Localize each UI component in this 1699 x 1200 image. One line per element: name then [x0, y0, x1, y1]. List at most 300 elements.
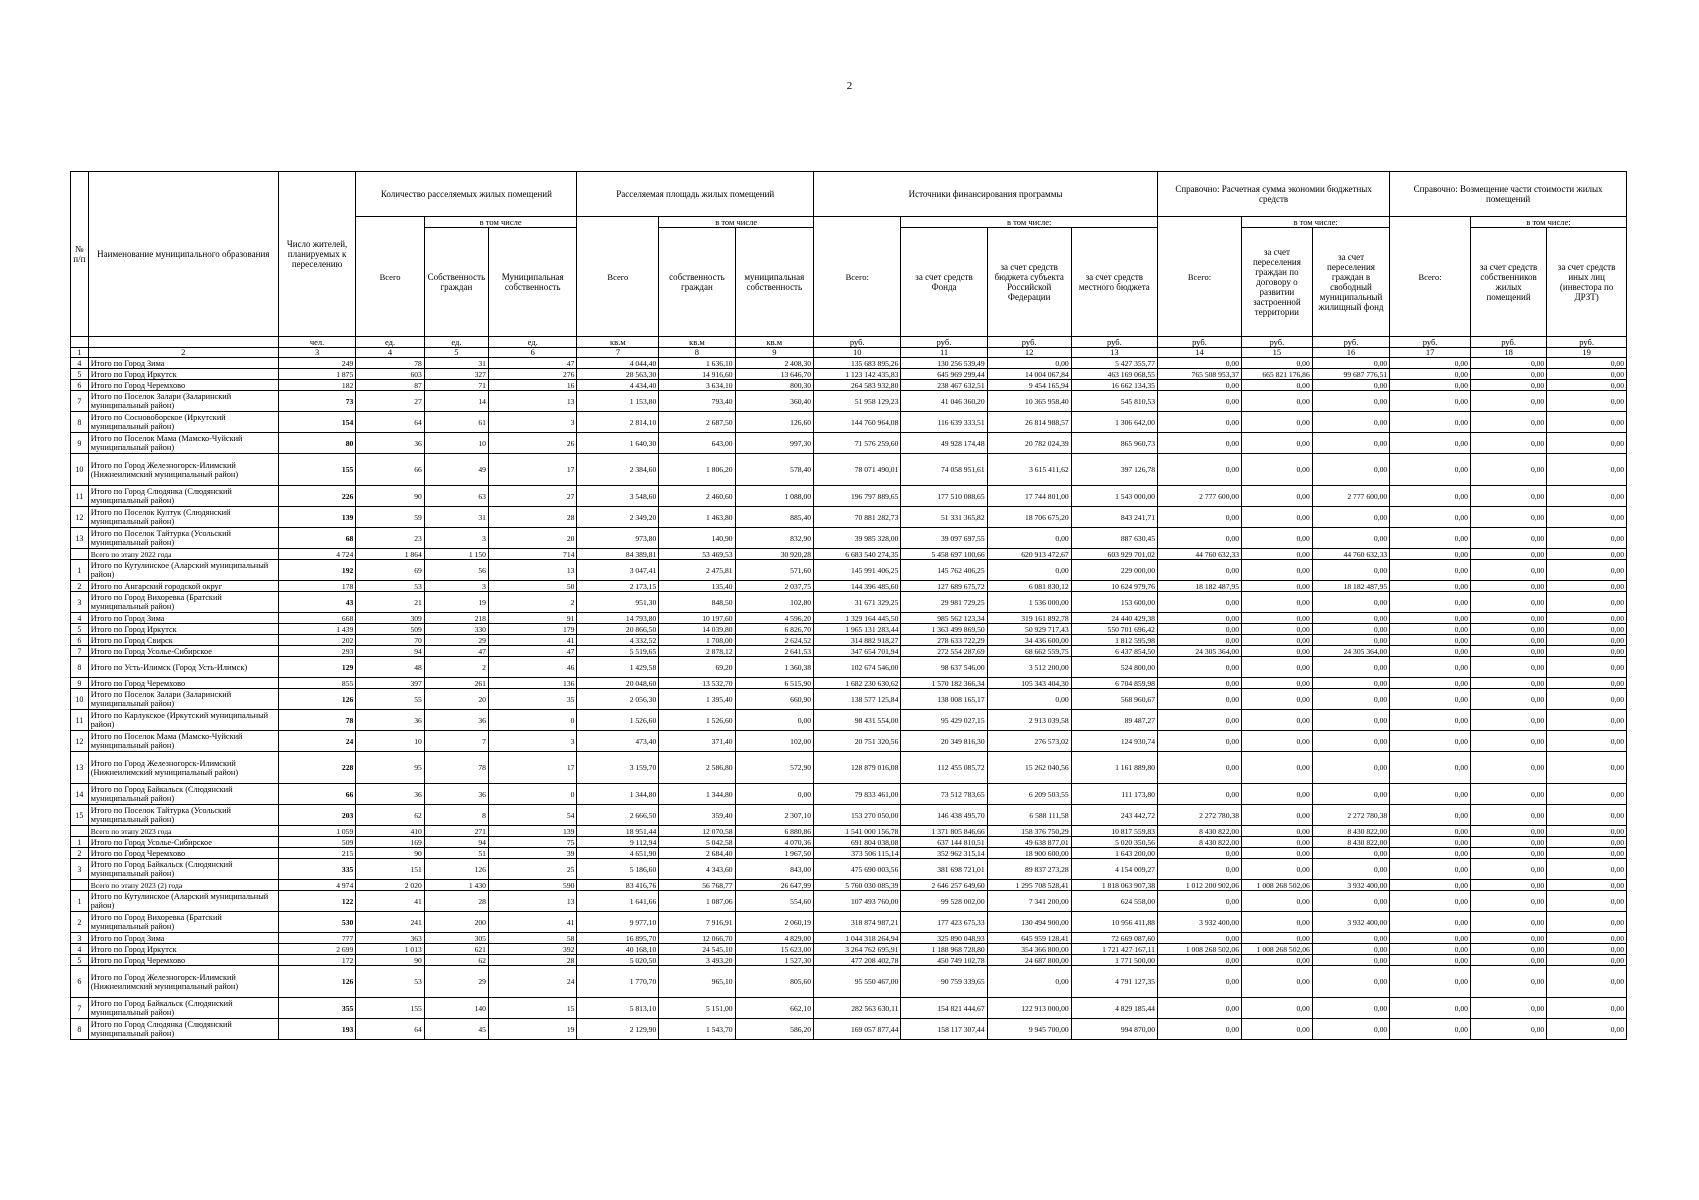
value-cell: 0,00: [1242, 710, 1313, 731]
value-cell: 0,00: [1390, 454, 1471, 486]
column-number-cell: 2: [88, 348, 278, 358]
value-cell: 9 454 165,94: [987, 380, 1071, 391]
value-cell: 0,00: [1312, 560, 1389, 581]
value-cell: 330: [424, 624, 488, 635]
value-cell: 28: [488, 507, 576, 528]
value-cell: 2 666,50: [577, 805, 659, 826]
row-number-cell: 2: [71, 912, 89, 933]
value-cell: 30 920,28: [735, 549, 814, 560]
value-cell: 0,00: [1157, 1019, 1241, 1040]
value-cell: 0,00: [1312, 528, 1389, 549]
unit-cell: кв.м: [577, 337, 659, 348]
value-cell: 177 510 088,65: [901, 486, 987, 507]
value-cell: 0,00: [1390, 880, 1471, 891]
value-cell: 0,00: [1390, 391, 1471, 412]
value-cell: 129: [278, 657, 355, 678]
value-cell: 4 044,40: [577, 358, 659, 369]
table-body: [71, 358, 1627, 1040]
owners-header: за счет средств собственников жилых помещений: [1470, 228, 1546, 337]
value-cell: 805,60: [735, 966, 814, 998]
value-cell: 0,00: [1547, 955, 1627, 966]
municipality-name-cell: Итого по Город Зима: [88, 933, 278, 944]
value-cell: 200: [424, 912, 488, 933]
value-cell: 2 408,30: [735, 358, 814, 369]
value-cell: 0,00: [1242, 549, 1313, 560]
value-cell: 14: [424, 391, 488, 412]
value-cell: 21: [356, 592, 425, 613]
value-cell: 887 630,45: [1071, 528, 1157, 549]
value-cell: 39: [488, 848, 576, 859]
value-cell: 243 442,72: [1071, 805, 1157, 826]
value-cell: 586,20: [735, 1019, 814, 1040]
savings-total-header: Всего:: [1157, 217, 1241, 337]
value-cell: 0,00: [1470, 581, 1546, 592]
value-cell: 47: [488, 358, 576, 369]
value-cell: 126,60: [735, 412, 814, 433]
value-cell: 35: [488, 689, 576, 710]
value-cell: 355: [278, 998, 355, 1019]
row-number-cell: 7: [71, 391, 89, 412]
table-row: [71, 581, 1627, 592]
value-cell: 2 684,40: [659, 848, 735, 859]
value-cell: 29 981 729,25: [901, 592, 987, 613]
value-cell: 0,00: [1312, 731, 1389, 752]
value-cell: 0,00: [1390, 731, 1471, 752]
value-cell: 66: [278, 784, 355, 805]
table-row: [71, 891, 1627, 912]
value-cell: 0,00: [1157, 412, 1241, 433]
value-cell: 62: [424, 955, 488, 966]
value-cell: 228: [278, 752, 355, 784]
value-cell: 20: [424, 689, 488, 710]
value-cell: 0,00: [1470, 613, 1546, 624]
value-cell: 69,20: [659, 657, 735, 678]
value-cell: 0,00: [1157, 998, 1241, 1019]
value-cell: 0,00: [1242, 1019, 1313, 1040]
stage-total-row: [71, 880, 1627, 891]
value-cell: 994 870,00: [1071, 1019, 1157, 1040]
value-cell: 1 088,00: [735, 486, 814, 507]
value-cell: 146 438 495,70: [901, 805, 987, 826]
value-cell: 572,90: [735, 752, 814, 784]
value-cell: 128 879 016,08: [814, 752, 901, 784]
value-cell: 848,50: [659, 592, 735, 613]
row-number-cell: 4: [71, 358, 89, 369]
value-cell: 0,00: [1390, 369, 1471, 380]
value-cell: 1 770,70: [577, 966, 659, 998]
value-cell: 36: [356, 710, 425, 731]
value-cell: 73 512 783,65: [901, 784, 987, 805]
value-cell: 13 646,70: [735, 369, 814, 380]
value-cell: 135,40: [659, 581, 735, 592]
value-cell: 0,00: [1390, 933, 1471, 944]
value-cell: 12 070,58: [659, 826, 735, 837]
value-cell: 1 439: [278, 624, 355, 635]
municipality-name-cell: Итого по Город Байкальск (Слюдянский муниципальный район): [88, 998, 278, 1019]
value-cell: 0,00: [1242, 412, 1313, 433]
value-cell: 0,00: [1242, 635, 1313, 646]
value-cell: 0,00: [1157, 507, 1241, 528]
value-cell: 1 536 000,00: [987, 592, 1071, 613]
table-row: [71, 369, 1627, 380]
value-cell: 48: [356, 657, 425, 678]
value-cell: 0,00: [1470, 412, 1546, 433]
value-cell: 0,00: [1242, 752, 1313, 784]
value-cell: 0,00: [735, 710, 814, 731]
value-cell: 271: [424, 826, 488, 837]
row-number-cell: 9: [71, 678, 89, 689]
value-cell: 44 760 632,33: [1157, 549, 1241, 560]
value-cell: 2 384,60: [577, 454, 659, 486]
value-cell: 15 262 040,56: [987, 752, 1071, 784]
value-cell: 0,00: [1470, 507, 1546, 528]
value-cell: 2 699: [278, 944, 355, 955]
value-cell: 182: [278, 380, 355, 391]
value-cell: 1 344,80: [659, 784, 735, 805]
value-cell: 0,00: [1390, 1019, 1471, 1040]
value-cell: 0,00: [1157, 624, 1241, 635]
value-cell: 554,60: [735, 891, 814, 912]
value-cell: 8 430 822,00: [1157, 837, 1241, 848]
municipality-name-cell: Итого по Город Иркутск: [88, 369, 278, 380]
value-cell: 218: [424, 613, 488, 624]
value-cell: 2 460,60: [659, 486, 735, 507]
value-cell: 55: [356, 689, 425, 710]
stage-total-row: [71, 826, 1627, 837]
group-rooms-header: Количество расселяемых жилых помещений: [356, 172, 577, 217]
value-cell: 24 545,10: [659, 944, 735, 955]
value-cell: 0,00: [1157, 454, 1241, 486]
value-cell: 1 059: [278, 826, 355, 837]
value-cell: 24 440 429,38: [1071, 613, 1157, 624]
unit-cell: руб.: [814, 337, 901, 348]
value-cell: 59: [356, 507, 425, 528]
value-cell: 3 548,60: [577, 486, 659, 507]
value-cell: 0,00: [1390, 784, 1471, 805]
value-cell: 39 097 697,55: [901, 528, 987, 549]
investors-header: за счет средств иных лиц (инвестора по ДРЗТ): [1547, 228, 1627, 337]
value-cell: 0,00: [1242, 731, 1313, 752]
value-cell: 0,00: [1242, 805, 1313, 826]
column-number-cell: 9: [735, 348, 814, 358]
value-cell: 36: [424, 710, 488, 731]
value-cell: 6 588 111,58: [987, 805, 1071, 826]
value-cell: 0,00: [1547, 486, 1627, 507]
value-cell: 41 046 360,20: [901, 391, 987, 412]
value-cell: 0,00: [1312, 613, 1389, 624]
value-cell: 1 153,80: [577, 391, 659, 412]
value-cell: 70 881 282,73: [814, 507, 901, 528]
value-cell: 122: [278, 891, 355, 912]
value-cell: 1 708,00: [659, 635, 735, 646]
value-cell: 0,00: [1242, 433, 1313, 454]
value-cell: 20 782 024,39: [987, 433, 1071, 454]
value-cell: 153 270 050,00: [814, 805, 901, 826]
column-number-cell: 15: [1242, 348, 1313, 358]
row-number-cell: 13: [71, 752, 89, 784]
value-cell: 49: [424, 454, 488, 486]
value-cell: 1 008 268 502,06: [1157, 944, 1241, 955]
column-number-cell: 19: [1547, 348, 1627, 358]
value-cell: 1 864: [356, 549, 425, 560]
value-cell: 885,40: [735, 507, 814, 528]
value-cell: 138 577 125,84: [814, 689, 901, 710]
value-cell: 0,00: [1547, 859, 1627, 880]
value-cell: 0,00: [1157, 635, 1241, 646]
value-cell: 7 341 200,00: [987, 891, 1071, 912]
value-cell: 2: [424, 657, 488, 678]
value-cell: 0,00: [1470, 731, 1546, 752]
table-row: [71, 486, 1627, 507]
value-cell: 18 900 600,00: [987, 848, 1071, 859]
value-cell: 0,00: [1242, 528, 1313, 549]
value-cell: 0,00: [1312, 689, 1389, 710]
value-cell: 16 662 134,35: [1071, 380, 1157, 391]
resettlement-table: [70, 171, 1627, 1040]
value-cell: 1 008 268 502,06: [1242, 880, 1313, 891]
row-number-cell: 6: [71, 380, 89, 391]
value-cell: 843 241,71: [1071, 507, 1157, 528]
value-cell: 0,00: [1242, 848, 1313, 859]
value-cell: 2 646 257 649,60: [901, 880, 987, 891]
value-cell: 668: [278, 613, 355, 624]
value-cell: 0,00: [1312, 784, 1389, 805]
value-cell: 15 623,00: [735, 944, 814, 955]
table-row: [71, 805, 1627, 826]
value-cell: 0,00: [1157, 710, 1241, 731]
value-cell: 0,00: [1157, 528, 1241, 549]
value-cell: 1 543,70: [659, 1019, 735, 1040]
value-cell: 177 423 675,33: [901, 912, 987, 933]
value-cell: 124 930,74: [1071, 731, 1157, 752]
value-cell: 0,00: [1547, 752, 1627, 784]
value-cell: 0,00: [1547, 412, 1627, 433]
value-cell: 0,00: [1242, 380, 1313, 391]
value-cell: 68 662 559,75: [987, 646, 1071, 657]
funding-incl-header: в том числе:: [901, 217, 1158, 228]
value-cell: 0,00: [1312, 752, 1389, 784]
column-number-cell: 16: [1312, 348, 1389, 358]
value-cell: 4 596,20: [735, 613, 814, 624]
value-cell: 9 112,94: [577, 837, 659, 848]
municipality-name-cell: Всего по этапу 2022 года: [88, 549, 278, 560]
table-row: [71, 859, 1627, 880]
value-cell: 0,00: [1242, 592, 1313, 613]
value-cell: 0,00: [1390, 826, 1471, 837]
value-cell: 145 991 406,25: [814, 560, 901, 581]
value-cell: 90: [356, 955, 425, 966]
value-cell: 0,00: [1390, 657, 1471, 678]
table-row: [71, 837, 1627, 848]
value-cell: 0,00: [1157, 752, 1241, 784]
value-cell: 0,00: [1470, 678, 1546, 689]
municipality-name-cell: Итого по Город Свирск: [88, 635, 278, 646]
value-cell: 0,00: [1242, 560, 1313, 581]
value-cell: 75: [488, 837, 576, 848]
value-cell: 1 812 595,98: [1071, 635, 1157, 646]
row-number-cell: 4: [71, 613, 89, 624]
value-cell: 16 895,70: [577, 933, 659, 944]
municipality-name-cell: Итого по Город Слюдянка (Слюдянский муниципальный район): [88, 1019, 278, 1040]
value-cell: 0,00: [1547, 826, 1627, 837]
group-funding-header: Источники финансирования программы: [814, 172, 1158, 217]
value-cell: 1 008 268 502,06: [1242, 944, 1313, 955]
row-number-cell: [71, 826, 89, 837]
value-cell: 524 800,00: [1071, 657, 1157, 678]
row-number-cell: 6: [71, 966, 89, 998]
value-cell: 5 186,60: [577, 859, 659, 880]
row-number-cell: 5: [71, 624, 89, 635]
value-cell: 855: [278, 678, 355, 689]
row-number-cell: 8: [71, 412, 89, 433]
value-cell: 8 430 822,00: [1157, 826, 1241, 837]
value-cell: 0,00: [1390, 859, 1471, 880]
unit-cell: ед.: [488, 337, 576, 348]
value-cell: 691 804 038,08: [814, 837, 901, 848]
value-cell: 18 182 487,95: [1312, 581, 1389, 592]
value-cell: 241: [356, 912, 425, 933]
value-cell: 29: [424, 966, 488, 998]
value-cell: 9 977,10: [577, 912, 659, 933]
value-cell: 0,00: [1470, 998, 1546, 1019]
value-cell: 2 777 600,00: [1312, 486, 1389, 507]
value-cell: 4 974: [278, 880, 355, 891]
value-cell: 53: [356, 966, 425, 998]
column-number-cell: 10: [814, 348, 901, 358]
value-cell: 0,00: [1390, 689, 1471, 710]
value-cell: 6 683 540 274,35: [814, 549, 901, 560]
value-cell: 276 573,02: [987, 731, 1071, 752]
value-cell: 1 967,50: [735, 848, 814, 859]
value-cell: 87: [356, 380, 425, 391]
value-cell: 0,00: [1470, 657, 1546, 678]
value-cell: 0,00: [1547, 433, 1627, 454]
value-cell: 0,00: [1312, 966, 1389, 998]
value-cell: 3 615 411,62: [987, 454, 1071, 486]
value-cell: 0,00: [1547, 613, 1627, 624]
value-cell: 1 295 708 528,41: [987, 880, 1071, 891]
value-cell: 590: [488, 880, 576, 891]
value-cell: 135 683 895,26: [814, 358, 901, 369]
value-cell: 0,00: [1312, 624, 1389, 635]
value-cell: 0,00: [1547, 581, 1627, 592]
unit-cell: руб.: [1071, 337, 1157, 348]
value-cell: 169: [356, 837, 425, 848]
value-cell: 0,00: [1470, 752, 1546, 784]
value-cell: 0,00: [1157, 433, 1241, 454]
value-cell: 0,00: [1157, 380, 1241, 391]
value-cell: 90: [356, 848, 425, 859]
value-cell: 46: [488, 657, 576, 678]
value-cell: 1 818 063 907,38: [1071, 880, 1157, 891]
value-cell: 94: [356, 646, 425, 657]
value-cell: 3 159,70: [577, 752, 659, 784]
value-cell: 0,00: [1312, 380, 1389, 391]
value-cell: 17: [488, 752, 576, 784]
table-row: [71, 624, 1627, 635]
value-cell: 89 487,27: [1071, 710, 1157, 731]
value-cell: 1 371 805 846,66: [901, 826, 987, 837]
value-cell: 196 797 889,65: [814, 486, 901, 507]
value-cell: 151: [356, 859, 425, 880]
value-cell: 0,00: [1470, 486, 1546, 507]
value-cell: 865 960,73: [1071, 433, 1157, 454]
value-cell: 95 550 467,00: [814, 966, 901, 998]
resettlement-table-sheet: [70, 171, 1627, 1040]
value-cell: 1 570 182 366,34: [901, 678, 987, 689]
municipality-name-cell: Итого по Поселок Залари (Заларинский муниципальный район): [88, 391, 278, 412]
municipality-name-cell: Итого по Город Байкальск (Слюдянский муниципальный район): [88, 859, 278, 880]
value-cell: 105 343 404,30: [987, 678, 1071, 689]
value-cell: 0,00: [1242, 358, 1313, 369]
value-cell: 45: [424, 1019, 488, 1040]
value-cell: 154 821 444,67: [901, 998, 987, 1019]
row-number-cell: 7: [71, 646, 89, 657]
value-cell: 473,40: [577, 731, 659, 752]
row-number-cell: 7: [71, 998, 89, 1019]
value-cell: 0,00: [1312, 657, 1389, 678]
table-header: [71, 172, 1627, 358]
value-cell: 3 493,20: [659, 955, 735, 966]
value-cell: 6 081 830,12: [987, 581, 1071, 592]
value-cell: 0,00: [1157, 859, 1241, 880]
value-cell: 997,30: [735, 433, 814, 454]
value-cell: 325 890 048,93: [901, 933, 987, 944]
value-cell: 50 929 717,43: [987, 624, 1071, 635]
value-cell: 215: [278, 848, 355, 859]
group-area-header: Расселяемая площадь жилых помещений: [577, 172, 814, 217]
value-cell: 3: [424, 581, 488, 592]
value-cell: 64: [356, 412, 425, 433]
value-cell: 5 042,58: [659, 837, 735, 848]
value-cell: 1 641,66: [577, 891, 659, 912]
value-cell: 0,00: [1390, 752, 1471, 784]
value-cell: 94: [424, 837, 488, 848]
value-cell: 91: [488, 613, 576, 624]
value-cell: 0,00: [1312, 412, 1389, 433]
table-row: [71, 358, 1627, 369]
value-cell: 0,00: [1312, 507, 1389, 528]
value-cell: 0,00: [1242, 613, 1313, 624]
value-cell: 0,00: [1390, 507, 1471, 528]
funding-total-header: Всего:: [814, 217, 901, 337]
value-cell: 0,00: [1157, 391, 1241, 412]
value-cell: 2 060,19: [735, 912, 814, 933]
unit-cell: кв.м: [659, 337, 735, 348]
value-cell: 10 817 559,83: [1071, 826, 1157, 837]
unit-cell: руб.: [1547, 337, 1627, 348]
value-cell: 2 349,20: [577, 507, 659, 528]
value-cell: 4 651,90: [577, 848, 659, 859]
value-cell: 0,00: [987, 528, 1071, 549]
value-cell: 0,00: [1312, 859, 1389, 880]
value-cell: 0,00: [1470, 454, 1546, 486]
row-number-cell: 10: [71, 454, 89, 486]
row-number-cell: [71, 880, 89, 891]
rooms-own-header: Собственность граждан: [424, 228, 488, 337]
value-cell: 144 396 485,60: [814, 581, 901, 592]
value-cell: 264 583 932,80: [814, 380, 901, 391]
row-number-cell: 9: [71, 433, 89, 454]
value-cell: 509: [278, 837, 355, 848]
value-cell: 1 526,60: [659, 710, 735, 731]
value-cell: 643,00: [659, 433, 735, 454]
value-cell: 0,00: [1390, 549, 1471, 560]
value-cell: 4 154 009,27: [1071, 859, 1157, 880]
value-cell: 36: [356, 784, 425, 805]
unit-cell: чел.: [278, 337, 355, 348]
value-cell: 0,00: [1547, 549, 1627, 560]
